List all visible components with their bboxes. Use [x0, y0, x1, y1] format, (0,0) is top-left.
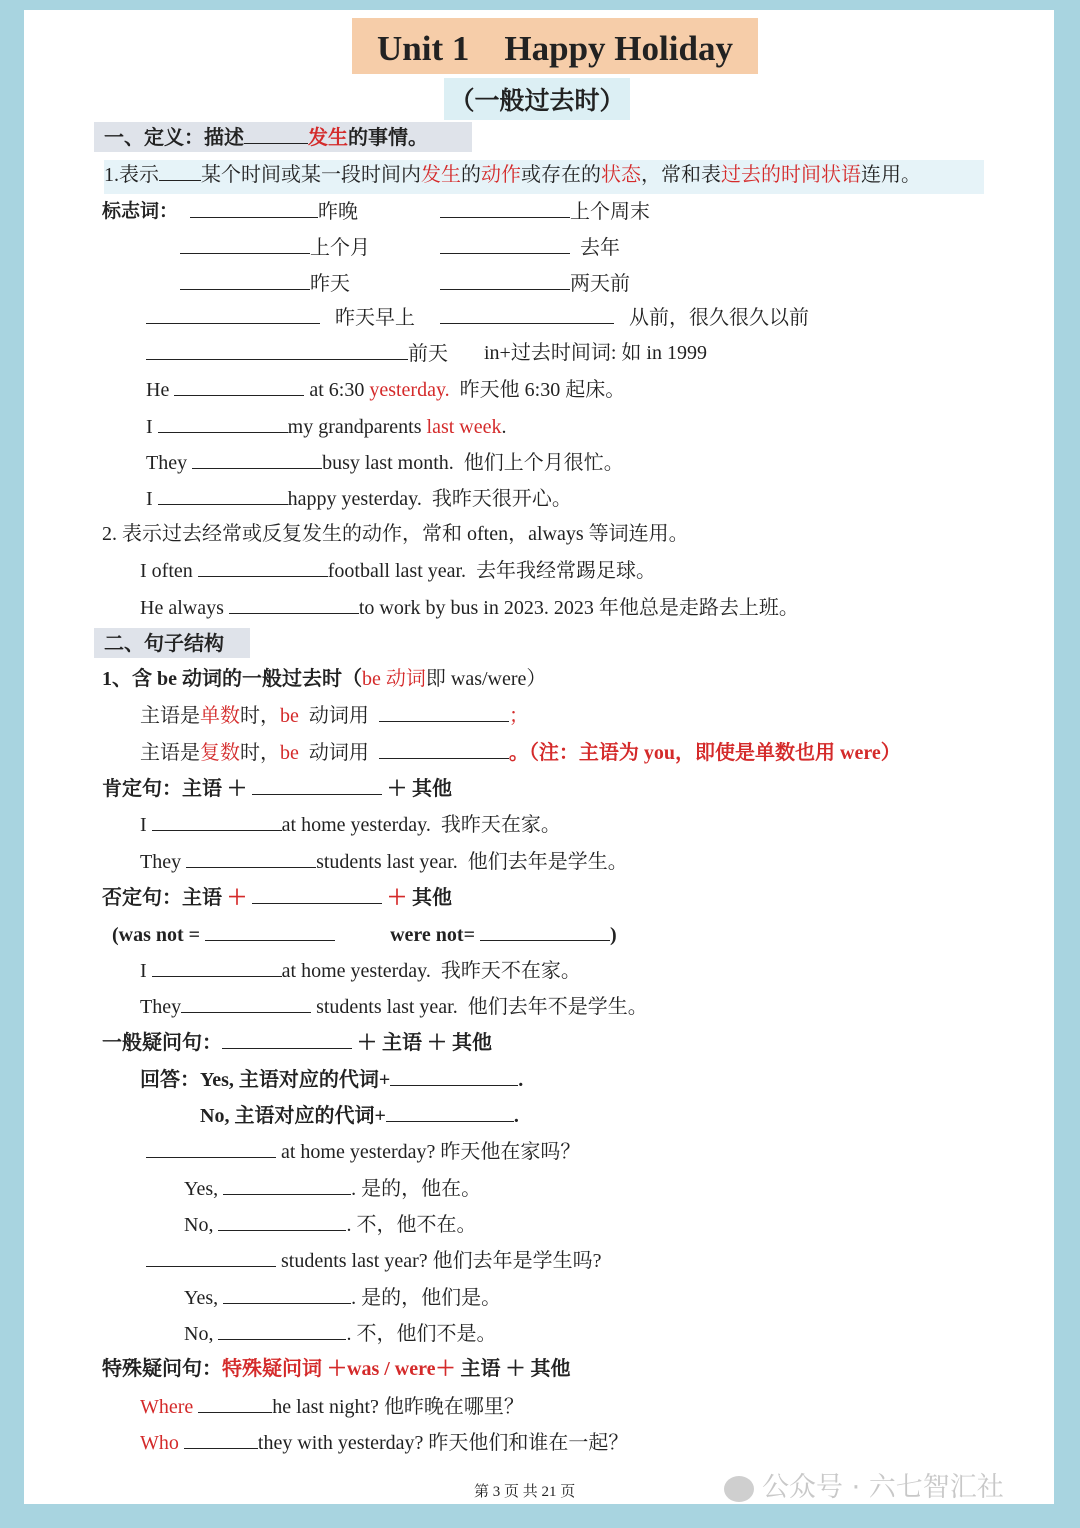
text: 连用。	[861, 164, 921, 186]
blank[interactable]	[205, 920, 335, 941]
text: 上个周末	[570, 201, 650, 223]
text: I often	[140, 560, 193, 582]
text: at home yesterday.	[281, 960, 431, 982]
text: 2023 年他总是走路去上班。	[553, 597, 799, 619]
text: .	[513, 1105, 519, 1127]
heading-text: 的事情。	[348, 125, 428, 149]
blank[interactable]	[184, 1428, 258, 1449]
signal-word	[440, 303, 809, 332]
text: . 是的，他在。	[351, 1178, 482, 1200]
text: . 不，他们不是。	[346, 1323, 497, 1345]
example-answer	[184, 1319, 496, 1348]
text: 或存在的	[521, 164, 601, 186]
text: 动词用	[308, 742, 369, 764]
blank[interactable]	[222, 1028, 352, 1049]
text: happy yesterday.	[287, 488, 422, 510]
text: 他们去年不是学生。	[467, 996, 648, 1018]
note-text: 。（注：主语为 you，即使是单数也用 were）	[508, 742, 901, 764]
text: were not=	[390, 924, 475, 946]
section-definition-heading	[94, 122, 472, 152]
blank[interactable]	[181, 992, 311, 1013]
blank[interactable]	[229, 593, 359, 614]
text: (was not =	[112, 924, 201, 946]
blank[interactable]	[186, 847, 316, 868]
text: 动词用	[308, 705, 369, 727]
text: 肯定句：主语 ＋	[102, 778, 247, 800]
text: 两天前	[570, 273, 630, 295]
subtitle: （一般过去时）	[444, 78, 630, 120]
text: 我昨天很开心。	[431, 488, 572, 510]
unit-title: Unit 1 Happy Holiday	[352, 18, 758, 74]
example-answer	[184, 1210, 476, 1239]
text: 即 was/were）	[425, 668, 547, 690]
red-text: ＋	[227, 887, 247, 909]
text: They	[140, 996, 182, 1018]
text: at 6:30	[309, 379, 365, 401]
blank[interactable]	[158, 484, 288, 505]
blank[interactable]	[386, 1101, 514, 1122]
be-verb-heading	[102, 665, 546, 693]
red-text: 单数	[200, 705, 240, 727]
blank[interactable]	[480, 920, 610, 941]
text: 从前，很久很久以前	[629, 307, 809, 329]
text: 去年我经常踢足球。	[476, 560, 657, 582]
text: 一般疑问句：	[102, 1032, 222, 1054]
example-sentence	[140, 810, 561, 839]
blank[interactable]	[223, 1174, 351, 1195]
example-sentence	[146, 375, 625, 404]
heading-text: 一、定义：描述	[104, 125, 244, 149]
text: 某个时间或某一段时间内	[201, 164, 421, 186]
text: students last year.	[316, 851, 458, 873]
blank[interactable]	[146, 1137, 276, 1158]
text: 时，	[240, 742, 280, 764]
red-text: 发生	[421, 164, 461, 186]
contraction-line	[112, 920, 617, 949]
text: 回答：Yes, 主语对应的代词+	[140, 1069, 391, 1091]
example-question	[146, 1246, 602, 1275]
text: 特殊疑问句：	[102, 1358, 222, 1380]
red-text: be	[280, 742, 299, 764]
text: 昨天他 6:30 起床。	[459, 379, 626, 401]
text: 的	[461, 164, 481, 186]
text: .	[518, 1069, 524, 1091]
point-1	[104, 160, 921, 189]
blank[interactable]	[379, 701, 509, 722]
text: I	[140, 814, 147, 836]
text: Yes,	[184, 1178, 219, 1200]
text: Yes,	[184, 1287, 219, 1309]
text: 1、含 be 动词的一般过去时（	[102, 668, 362, 690]
text: ＋ 主语 ＋ 其他	[357, 1032, 492, 1054]
example-sentence	[140, 992, 648, 1021]
text: my grandparents	[287, 416, 422, 438]
text: students last year.	[316, 996, 458, 1018]
text: they with yesterday? 昨天他们和谁在一起？	[257, 1432, 629, 1454]
red-text: Who	[140, 1432, 179, 1454]
example-sentence	[140, 1392, 524, 1421]
red-text: Where	[140, 1396, 194, 1418]
text: football last year.	[327, 560, 467, 582]
negative-structure	[102, 883, 452, 912]
signal-word	[440, 269, 630, 298]
text: 否定句：主语	[102, 887, 222, 909]
red-text: be 动词	[362, 668, 426, 690]
point-2: 2. 表示过去经常或反复发生的动作，常和 often，always 等词连用。	[102, 523, 689, 545]
blank[interactable]	[180, 233, 310, 254]
blank[interactable]	[379, 738, 509, 759]
example-answer	[184, 1283, 501, 1312]
signal-words-label: 标志词：	[102, 200, 179, 222]
answer-yes-structure	[140, 1065, 523, 1094]
text: 1.表示	[104, 164, 159, 186]
blank[interactable]	[146, 339, 408, 360]
red-text: ；	[508, 705, 529, 727]
red-text: 特殊疑问词	[222, 1358, 322, 1380]
example-sentence	[140, 593, 799, 622]
text: at home yesterday.	[281, 814, 431, 836]
blank[interactable]	[198, 1392, 272, 1413]
text: No,	[184, 1323, 214, 1345]
answer-no-structure	[200, 1101, 519, 1130]
text: 主语 ＋ 其他	[460, 1358, 571, 1380]
section-structure-heading: 二、句子结构	[94, 628, 250, 658]
red-text: ＋	[387, 887, 407, 909]
blank[interactable]	[174, 375, 304, 396]
be-rule-singular	[140, 701, 529, 730]
text: I	[140, 960, 147, 982]
signal-word	[180, 269, 350, 298]
blank[interactable]	[192, 448, 322, 469]
text: 主语是	[140, 705, 200, 727]
signal-word	[440, 233, 620, 262]
text: 去年	[580, 237, 620, 259]
text: 昨晚	[318, 201, 358, 223]
example-answer	[184, 1174, 481, 1203]
blank[interactable]	[440, 269, 570, 290]
worksheet-page	[24, 10, 1054, 1504]
example-sentence	[140, 956, 581, 985]
be-rule-plural	[140, 738, 901, 767]
text: 他们去年是学生。	[467, 851, 628, 873]
text: to work by bus in 2023.	[358, 597, 549, 619]
blank[interactable]	[159, 160, 201, 181]
text: 主语是	[140, 742, 200, 764]
blank[interactable]	[190, 197, 318, 218]
blank[interactable]	[152, 810, 282, 831]
signal-word	[180, 233, 370, 262]
text: he last night? 他昨晚在哪里？	[272, 1396, 524, 1418]
red-text: last week	[426, 416, 502, 438]
text: 昨天早上	[335, 307, 415, 329]
signal-word	[146, 339, 448, 368]
example-sentence	[146, 484, 572, 513]
text: . 不，他不在。	[346, 1214, 477, 1236]
red-text: 过去的时间状语	[721, 164, 861, 186]
text: No, 主语对应的代词+	[200, 1105, 386, 1127]
text: students last year? 他们去年是学生吗?	[281, 1250, 602, 1272]
example-sentence	[140, 556, 656, 585]
text: He	[146, 379, 170, 401]
wechat-icon	[724, 1476, 754, 1502]
blank[interactable]	[440, 197, 570, 218]
red-text: 复数	[200, 742, 240, 764]
blank[interactable]	[152, 956, 282, 977]
red-text: yesterday.	[369, 379, 450, 401]
blank[interactable]	[223, 1283, 351, 1304]
special-question-structure	[102, 1355, 571, 1383]
text: 上个月	[310, 237, 370, 259]
red-text: ＋was / were＋	[327, 1358, 456, 1380]
blank[interactable]	[146, 303, 320, 324]
text: He always	[140, 597, 224, 619]
text: I	[146, 488, 153, 510]
page-footer: 第 3 页 共 21 页	[474, 1484, 576, 1500]
blank[interactable]	[244, 123, 308, 144]
text: busy last month.	[322, 452, 454, 474]
text: 时，	[240, 705, 280, 727]
red-text: 状态	[601, 164, 641, 186]
watermark	[724, 1465, 1004, 1504]
example-sentence	[140, 847, 628, 876]
general-question-structure	[102, 1028, 492, 1057]
text: . 是的，他们是。	[351, 1287, 502, 1309]
blank[interactable]	[252, 774, 382, 795]
blank[interactable]	[440, 233, 570, 254]
blank[interactable]	[198, 556, 328, 577]
blank[interactable]	[218, 1210, 346, 1231]
text: No,	[184, 1214, 214, 1236]
heading-highlight: 发生	[308, 125, 348, 149]
example-sentence	[140, 1428, 628, 1457]
text: at home yesterday? 昨天他在家吗？	[281, 1141, 581, 1163]
signal-word	[190, 197, 358, 226]
affirmative-structure	[102, 774, 452, 803]
red-text: 动作	[481, 164, 521, 186]
red-text: be	[280, 705, 299, 727]
signal-word	[440, 197, 650, 226]
text: 前天	[408, 343, 448, 365]
blank[interactable]	[158, 412, 288, 433]
text: I	[146, 416, 153, 438]
blank[interactable]	[218, 1319, 346, 1340]
text: .	[501, 416, 507, 438]
blank[interactable]	[390, 1065, 518, 1086]
text: ，常和表	[641, 164, 721, 186]
text: They	[140, 851, 182, 873]
blank[interactable]	[146, 1246, 276, 1267]
example-sentence	[146, 448, 624, 477]
blank[interactable]	[252, 883, 382, 904]
signal-word: in+过去时间词: 如 in 1999	[484, 342, 707, 364]
text: They	[146, 452, 188, 474]
example-sentence	[146, 412, 507, 441]
text: 我昨天不在家。	[440, 960, 581, 982]
watermark-text: 公众号 · 六七智汇社	[762, 1472, 1004, 1503]
text: ＋ 其他	[387, 778, 452, 800]
text: 我昨天在家。	[440, 814, 561, 836]
signal-word	[146, 303, 415, 332]
blank[interactable]	[440, 303, 614, 324]
text: 他们上个月很忙。	[463, 452, 624, 474]
blank[interactable]	[180, 269, 310, 290]
text: 昨天	[310, 273, 350, 295]
text: 其他	[412, 887, 452, 909]
example-question	[146, 1137, 580, 1166]
text: )	[609, 924, 617, 946]
